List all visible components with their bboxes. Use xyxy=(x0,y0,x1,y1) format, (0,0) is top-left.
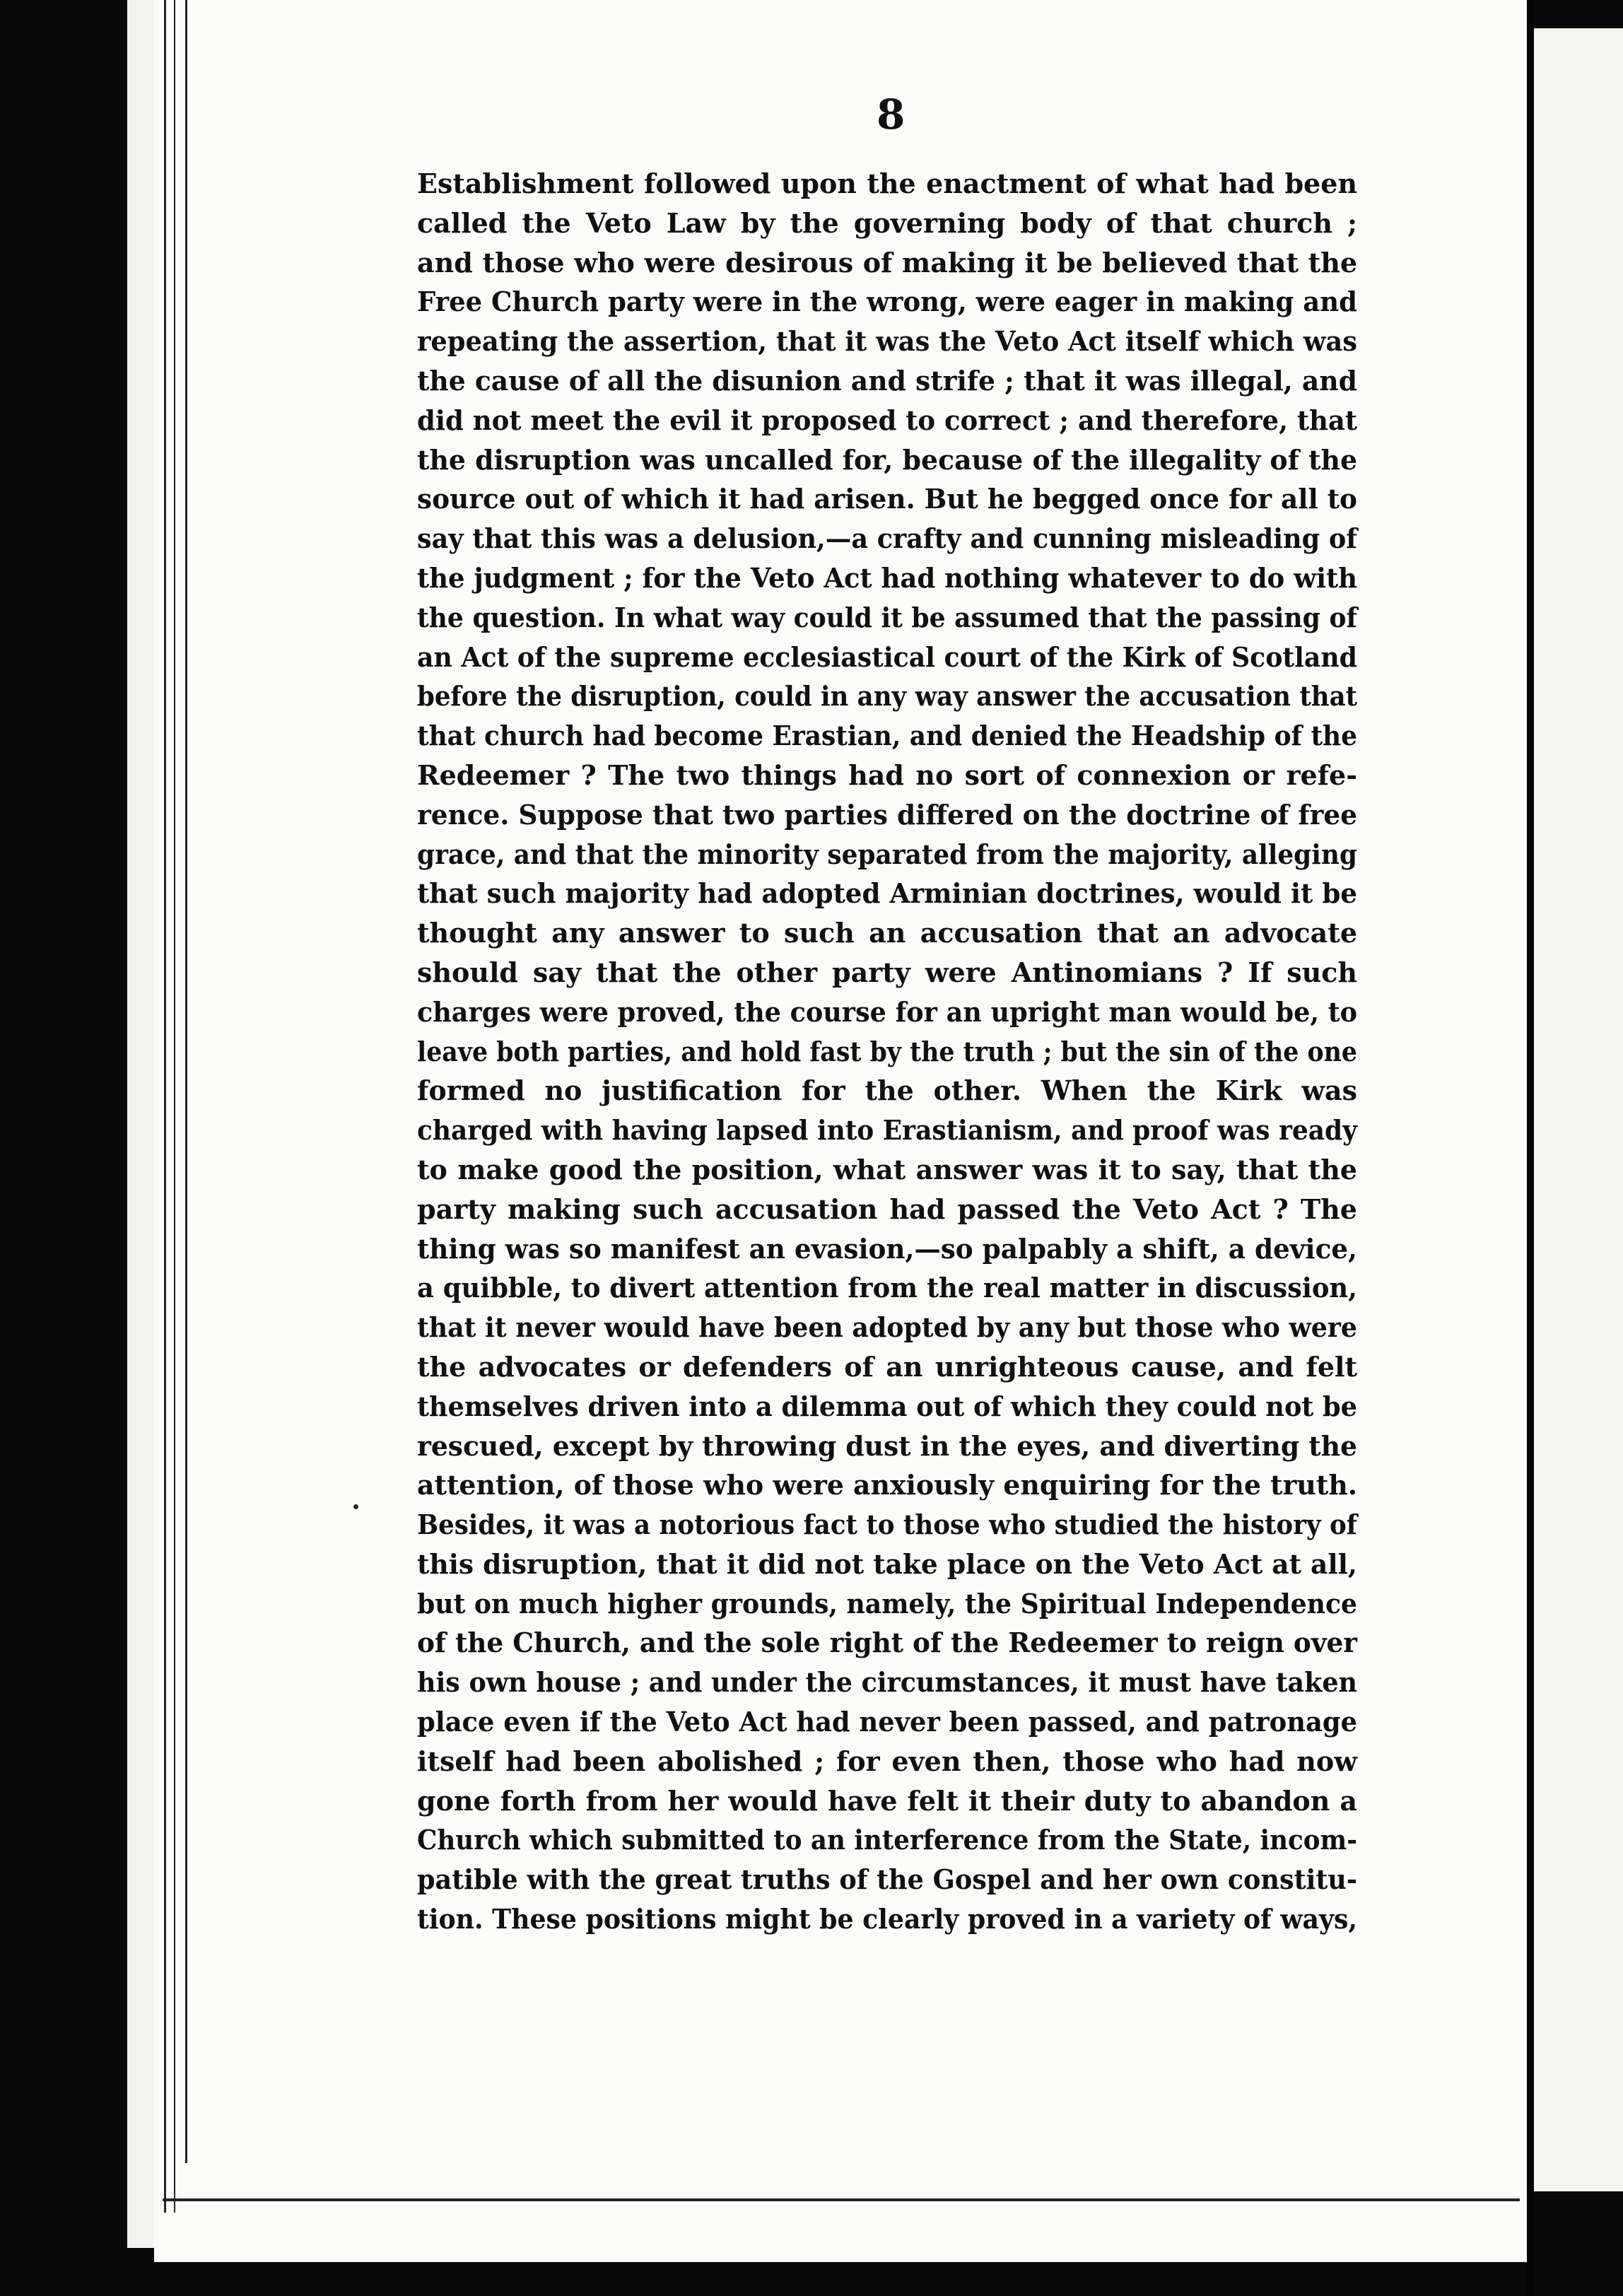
text-line: the disruption was uncalled for, because of the illegality of the xyxy=(417,443,1357,476)
text-line: charges were proved, the course for an upright man would be, to xyxy=(417,995,1357,1028)
ink-speck xyxy=(353,1504,358,1509)
text-line: this disruption, that it did not take place on the Veto Act at all, xyxy=(417,1547,1357,1580)
text-line: but on much higher grounds, namely, the Spiritual Independence xyxy=(417,1587,1357,1620)
text-line: Church which submitted to an interference from the State, incom- xyxy=(417,1824,1357,1856)
text-line: themselves driven into a dilemma out of which they could not be xyxy=(417,1390,1357,1422)
text-line: to make good the position, what answer was it to say, that the xyxy=(417,1153,1357,1185)
text-line: that such majority had adopted Arminian doctrines, would it be xyxy=(417,877,1357,910)
text-line: source out of which it had arisen. But he begged once for all to xyxy=(417,483,1357,515)
text-line: before the disruption, could in any way answer the accusation that xyxy=(417,680,1357,713)
page-number: 8 xyxy=(877,90,906,139)
text-line: gone forth from her would have felt it their duty to abandon a xyxy=(417,1784,1357,1817)
text-line: and those who were desirous of making it be believed that the xyxy=(417,246,1357,279)
text-line: of the Church, and the sole right of the Redeemer to reign over xyxy=(417,1627,1357,1659)
text-line: thought any answer to such an accusation that an advocate xyxy=(417,917,1357,949)
text-line: a quibble, to divert attention from the real matter in discussion, xyxy=(417,1272,1357,1304)
text-line: rence. Suppose that two parties differed on the doctrine of free xyxy=(417,798,1357,831)
text-line: that church had become Erastian, and denied the Headship of the xyxy=(417,720,1357,752)
page-bottom-rule xyxy=(163,2198,1520,2201)
text-line: called the Veto Law by the governing body of that church ; xyxy=(417,206,1357,239)
text-line: an Act of the supreme ecclesiastical court of the Kirk of Scotland xyxy=(417,640,1357,673)
text-line: Besides, it was a notorious fact to those who studied the history of xyxy=(417,1509,1357,1541)
text-line: thing was so manifest an evasion,—so palpably a shift, a device, xyxy=(417,1232,1357,1265)
gutter-rule xyxy=(185,0,187,2163)
gutter-rule xyxy=(174,0,175,2213)
text-line: the question. In what way could it be assumed that the passing of xyxy=(417,601,1357,633)
text-line: repeating the assertion, that it was the Veto Act itself which was xyxy=(417,325,1357,358)
body-text xyxy=(417,164,1357,1939)
text-line: itself had been abolished ; for even then, those who had now xyxy=(417,1745,1357,1777)
text-line: party making such accusation had passed the Veto Act ? The xyxy=(417,1193,1357,1225)
text-line: did not meet the evil it proposed to correct ; and therefore, that xyxy=(417,404,1357,436)
text-line: his own house ; and under the circumstances, it must have taken xyxy=(417,1666,1357,1699)
text-line: patible with the great truths of the Gospel and her own constitu- xyxy=(417,1863,1357,1896)
text-line: the advocates or defenders of an unrighteous cause, and felt xyxy=(417,1350,1357,1383)
text-line: attention, of those who were anxiously enquiring for the truth. xyxy=(417,1469,1357,1501)
text-line: tion. These positions might be clearly proved in a variety of ways, xyxy=(417,1903,1357,1935)
text-line: Redeemer ? The two things had no sort of connexion or refe- xyxy=(417,758,1357,791)
text-line: grace, and that the minority separated from the majority, alleging xyxy=(417,838,1357,870)
text-line: leave both parties, and hold fast by the truth ; but the sin of the one xyxy=(417,1035,1357,1067)
text-line: that it never would have been adopted by any but those who were xyxy=(417,1311,1357,1344)
page-right-edge xyxy=(1527,0,1534,2296)
text-line: formed no justification for the other. When the Kirk was xyxy=(417,1074,1357,1107)
text-line: place even if the Veto Act had never been passed, and patronage xyxy=(417,1706,1357,1738)
text-line: the cause of all the disunion and strife ; that it was illegal, and xyxy=(417,364,1357,397)
text-line: rescued, except by throwing dust in the eyes, and diverting the xyxy=(417,1429,1357,1462)
text-line: the judgment ; for the Veto Act had nothing whatever to do with xyxy=(417,561,1357,594)
gutter-rule xyxy=(164,0,166,2213)
text-line: should say that the other party were Antinomians ? If such xyxy=(417,956,1357,988)
text-line: Establishment followed upon the enactment of what had been xyxy=(417,168,1357,199)
text-line: say that this was a delusion,—a crafty and cunning misleading of xyxy=(417,522,1357,555)
text-line: charged with having lapsed into Erastianism, and proof was ready xyxy=(417,1114,1357,1147)
text-line: Free Church party were in the wrong, were eager in making and xyxy=(417,286,1357,318)
facing-page-strip xyxy=(1534,28,1623,2191)
